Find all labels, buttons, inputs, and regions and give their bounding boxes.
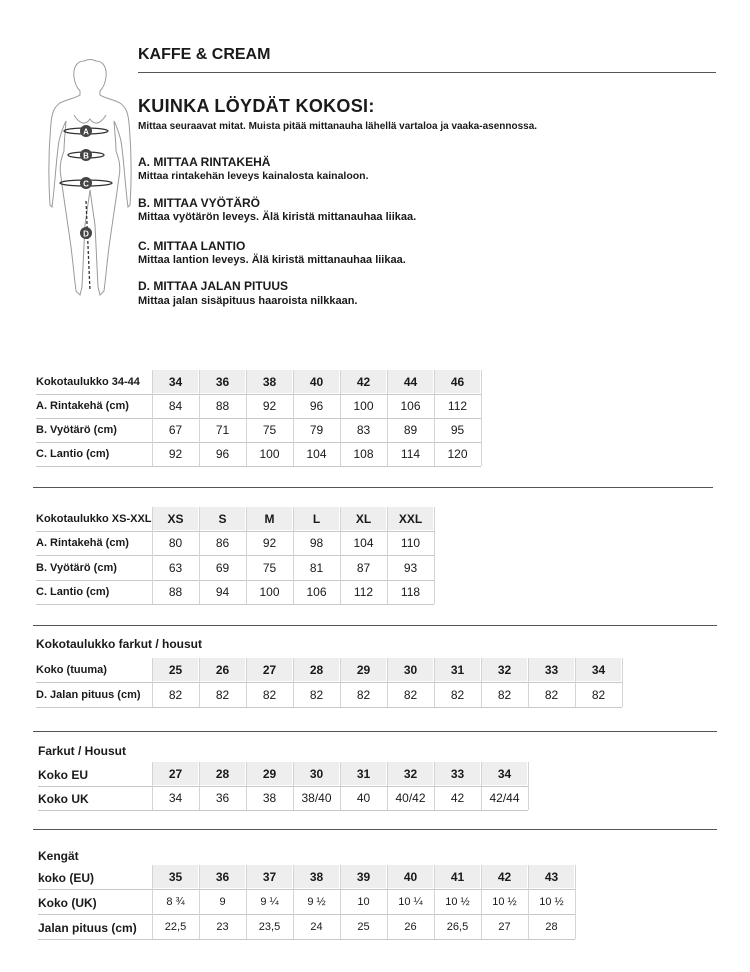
row-label-koko-uk: Koko UK — [38, 792, 89, 806]
column-separator — [387, 865, 388, 939]
column-separator — [340, 507, 341, 604]
row-line — [36, 466, 481, 467]
table-cell: 94 — [215, 585, 230, 599]
column-separator — [293, 865, 294, 939]
header-cell: 32 — [497, 663, 512, 677]
svg-text:C: C — [83, 179, 89, 189]
column-separator — [528, 762, 529, 810]
table-cell: 28 — [545, 921, 558, 933]
measure-d-desc: Mittaa jalan sisäpituus haaroista nilkkaan. — [138, 295, 358, 307]
header-cell: 37 — [262, 870, 277, 884]
table-cell: 9 ¼ — [260, 896, 279, 908]
guide-intro: Mittaa seuraavat mitat. Muista pitää mittanauha lähellä vartaloa ja vaaka-asennossa. — [138, 121, 538, 132]
table-cell: 27 — [498, 921, 511, 933]
table-cell: 82 — [356, 688, 371, 702]
header-cell: 34 — [497, 767, 512, 781]
header-cell: 30 — [403, 663, 418, 677]
column-separator — [152, 370, 153, 466]
column-separator — [246, 507, 247, 604]
table-cell: 100 — [259, 447, 280, 461]
header-cell: 34 — [591, 663, 606, 677]
table-cell: 67 — [168, 423, 183, 437]
table-cell: 75 — [262, 561, 277, 575]
column-separator — [246, 370, 247, 466]
body-figure-illustration — [40, 55, 140, 315]
table-cell: 82 — [497, 688, 512, 702]
table-cell: 26,5 — [446, 921, 469, 933]
header-cell: S — [218, 512, 227, 526]
table-cell: 112 — [447, 399, 468, 413]
column-separator — [152, 658, 153, 707]
table-cell: 38 — [262, 791, 277, 805]
header-cell: 31 — [450, 663, 465, 677]
column-separator — [387, 370, 388, 466]
row-label-d-jalan-pituus-cm: D. Jalan pituus (cm) — [36, 689, 141, 701]
table-cell: 92 — [168, 447, 183, 461]
header-label: Koko EU — [38, 768, 89, 782]
table-cell: 82 — [591, 688, 606, 702]
table-cell: 104 — [306, 447, 327, 461]
column-separator — [246, 865, 247, 939]
header-cell: 25 — [168, 663, 183, 677]
svg-text:A: A — [83, 127, 89, 137]
table-title: Kokotaulukko farkut / housut — [36, 637, 203, 651]
table-cell: 8 ¾ — [166, 896, 185, 908]
table-cell: 108 — [353, 447, 374, 461]
column-separator — [199, 658, 200, 707]
table-cell: 63 — [168, 561, 183, 575]
header-label: Kokotaulukko XS-XXL — [36, 513, 152, 525]
header-cell: 38 — [262, 375, 277, 389]
table-cell: 69 — [215, 561, 230, 575]
column-separator — [340, 370, 341, 466]
table-title: Kengät — [38, 849, 79, 863]
table-cell: 82 — [168, 688, 183, 702]
header-cell: 26 — [215, 663, 230, 677]
table-cell: 81 — [309, 561, 324, 575]
marker-d — [80, 227, 92, 239]
header-cell: 28 — [309, 663, 324, 677]
column-separator — [199, 370, 200, 466]
column-separator — [387, 762, 388, 810]
header-cell: 30 — [309, 767, 324, 781]
table-cell: 23,5 — [258, 921, 281, 933]
header-cell: 43 — [544, 870, 559, 884]
column-separator — [434, 370, 435, 466]
row-label-koko-uk: Koko (UK) — [38, 896, 97, 910]
row-label-b-vy-t-r-cm: B. Vyötärö (cm) — [36, 562, 117, 574]
guide-title: KUINKA LÖYDÄT KOKOSI: — [138, 96, 375, 116]
svg-text:D: D — [83, 229, 89, 239]
table-cell: 10 — [357, 896, 370, 908]
header-cell: 33 — [450, 767, 465, 781]
table-cell: 10 ½ — [445, 896, 470, 908]
column-separator — [340, 658, 341, 707]
section-divider — [33, 487, 713, 488]
header-cell: 32 — [403, 767, 418, 781]
column-separator — [387, 507, 388, 604]
row-line — [38, 939, 575, 940]
header-cell: XS — [167, 512, 184, 526]
header-cell: 28 — [215, 767, 230, 781]
table-cell: 98 — [309, 536, 324, 550]
table-cell: 42 — [450, 791, 465, 805]
header-cell: M — [264, 512, 275, 526]
table-cell: 23 — [216, 921, 229, 933]
table-cell: 92 — [262, 536, 277, 550]
table-cell: 82 — [215, 688, 230, 702]
column-separator — [293, 658, 294, 707]
column-separator — [528, 865, 529, 939]
header-cell: 27 — [168, 767, 183, 781]
measure-b-heading: B. MITTAA VYÖTÄRÖ — [138, 196, 260, 210]
column-separator — [293, 507, 294, 604]
marker-b — [80, 149, 92, 161]
row-line — [38, 810, 528, 811]
header-cell: 34 — [168, 375, 183, 389]
column-separator — [199, 507, 200, 604]
table-cell: 87 — [356, 561, 371, 575]
column-separator — [152, 762, 153, 810]
measure-a-heading: A. MITTAA RINTAKEHÄ — [138, 155, 271, 169]
column-separator — [528, 658, 529, 707]
section-divider — [33, 829, 717, 830]
column-separator — [434, 865, 435, 939]
row-line — [36, 707, 622, 708]
table-cell: 100 — [353, 399, 374, 413]
column-separator — [340, 762, 341, 810]
column-separator — [575, 865, 576, 939]
header-cell: 41 — [450, 870, 465, 884]
header-cell: 40 — [309, 375, 324, 389]
column-separator — [481, 865, 482, 939]
table-cell: 96 — [215, 447, 230, 461]
table-cell: 9 ½ — [307, 896, 326, 908]
table-cell: 80 — [168, 536, 183, 550]
column-separator — [293, 370, 294, 466]
header-cell: 39 — [356, 870, 371, 884]
column-separator — [246, 658, 247, 707]
column-separator — [481, 370, 482, 466]
header-label: koko (EU) — [38, 871, 95, 885]
table-cell: 71 — [215, 423, 230, 437]
header-cell: 40 — [403, 870, 418, 884]
column-separator — [434, 658, 435, 707]
table-cell: 10 ¼ — [398, 896, 423, 908]
measure-d-heading: D. MITTAA JALAN PITUUS — [138, 279, 288, 293]
column-separator — [387, 658, 388, 707]
row-label-c-lantio-cm: C. Lantio (cm) — [36, 448, 110, 460]
header-cell: 36 — [215, 870, 230, 884]
row-line — [36, 604, 434, 605]
header-cell: 42 — [356, 375, 371, 389]
table-cell: 110 — [400, 536, 421, 550]
table-cell: 120 — [447, 447, 468, 461]
table-cell: 38/40 — [301, 791, 332, 805]
header-cell: L — [312, 512, 321, 526]
table-cell: 114 — [400, 447, 421, 461]
table-cell: 10 ½ — [492, 896, 517, 908]
table-cell: 104 — [353, 536, 374, 550]
table-cell: 93 — [403, 561, 418, 575]
column-separator — [340, 865, 341, 939]
table-cell: 106 — [400, 399, 421, 413]
table-cell: 112 — [353, 585, 374, 599]
table-cell: 79 — [309, 423, 324, 437]
table-cell: 118 — [400, 585, 421, 599]
header-cell: 27 — [262, 663, 277, 677]
row-label-a-rintakeh-cm: A. Rintakehä (cm) — [36, 537, 129, 549]
header-cell: XXL — [398, 512, 423, 526]
header-cell: 31 — [356, 767, 371, 781]
column-separator — [481, 658, 482, 707]
column-separator — [199, 762, 200, 810]
header-cell: XL — [355, 512, 372, 526]
column-separator — [152, 865, 153, 939]
header-cell: 35 — [168, 870, 183, 884]
table-cell: 36 — [215, 791, 230, 805]
table-cell: 89 — [403, 423, 418, 437]
table-cell: 96 — [309, 399, 324, 413]
table-cell: 24 — [310, 921, 323, 933]
table-title: Farkut / Housut — [38, 744, 127, 758]
row-label-c-lantio-cm: C. Lantio (cm) — [36, 586, 110, 598]
table-cell: 82 — [544, 688, 559, 702]
header-cell: 44 — [403, 375, 418, 389]
header-label: Koko (tuuma) — [36, 664, 107, 676]
brand-divider — [138, 72, 716, 73]
row-label-a-rintakeh-cm: A. Rintakehä (cm) — [36, 400, 129, 412]
table-cell: 82 — [403, 688, 418, 702]
table-cell: 40 — [356, 791, 371, 805]
header-cell: 46 — [450, 375, 465, 389]
table-cell: 106 — [306, 585, 327, 599]
row-label-b-vy-t-r-cm: B. Vyötärö (cm) — [36, 424, 117, 436]
measure-a-desc: Mittaa rintakehän leveys kainalosta kainaloon. — [138, 170, 369, 182]
table-cell: 82 — [309, 688, 324, 702]
marker-a — [80, 125, 92, 137]
table-cell: 42/44 — [489, 791, 520, 805]
table-cell: 75 — [262, 423, 277, 437]
measure-c-desc: Mittaa lantion leveys. Älä kiristä mittanauhaa liikaa. — [138, 254, 406, 266]
section-divider — [33, 625, 717, 626]
row-label-jalan-pituus-cm: Jalan pituus (cm) — [38, 921, 137, 935]
header-label: Kokotaulukko 34-44 — [36, 376, 140, 388]
table-cell: 82 — [450, 688, 465, 702]
table-cell: 82 — [262, 688, 277, 702]
column-separator — [152, 507, 153, 604]
header-cell: 29 — [356, 663, 371, 677]
table-cell: 92 — [262, 399, 277, 413]
table-cell: 83 — [356, 423, 371, 437]
measure-c-heading: C. MITTAA LANTIO — [138, 239, 246, 253]
header-cell: 29 — [262, 767, 277, 781]
column-separator — [481, 762, 482, 810]
table-cell: 34 — [168, 791, 183, 805]
table-cell: 88 — [168, 585, 183, 599]
column-separator — [622, 658, 623, 707]
table-cell: 95 — [450, 423, 465, 437]
table-cell: 22,5 — [164, 921, 187, 933]
svg-text:B: B — [83, 151, 89, 161]
header-cell: 38 — [309, 870, 324, 884]
table-cell: 100 — [259, 585, 280, 599]
table-cell: 86 — [215, 536, 230, 550]
header-cell: 33 — [544, 663, 559, 677]
column-separator — [575, 658, 576, 707]
marker-c — [80, 177, 92, 189]
column-separator — [434, 762, 435, 810]
table-cell: 25 — [357, 921, 370, 933]
table-cell: 84 — [168, 399, 183, 413]
column-separator — [246, 762, 247, 810]
header-cell: 42 — [497, 870, 512, 884]
section-divider — [33, 731, 717, 732]
measure-b-desc: Mittaa vyötärön leveys. Älä kiristä mittanauhaa liikaa. — [138, 211, 417, 223]
column-separator — [434, 507, 435, 604]
table-cell: 9 — [219, 896, 226, 908]
table-cell: 88 — [215, 399, 230, 413]
table-cell: 26 — [404, 921, 417, 933]
table-cell: 40/42 — [395, 791, 426, 805]
column-separator — [199, 865, 200, 939]
table-cell: 10 ½ — [539, 896, 564, 908]
column-separator — [293, 762, 294, 810]
header-cell: 36 — [215, 375, 230, 389]
brand-name: KAFFE & CREAM — [138, 46, 271, 63]
